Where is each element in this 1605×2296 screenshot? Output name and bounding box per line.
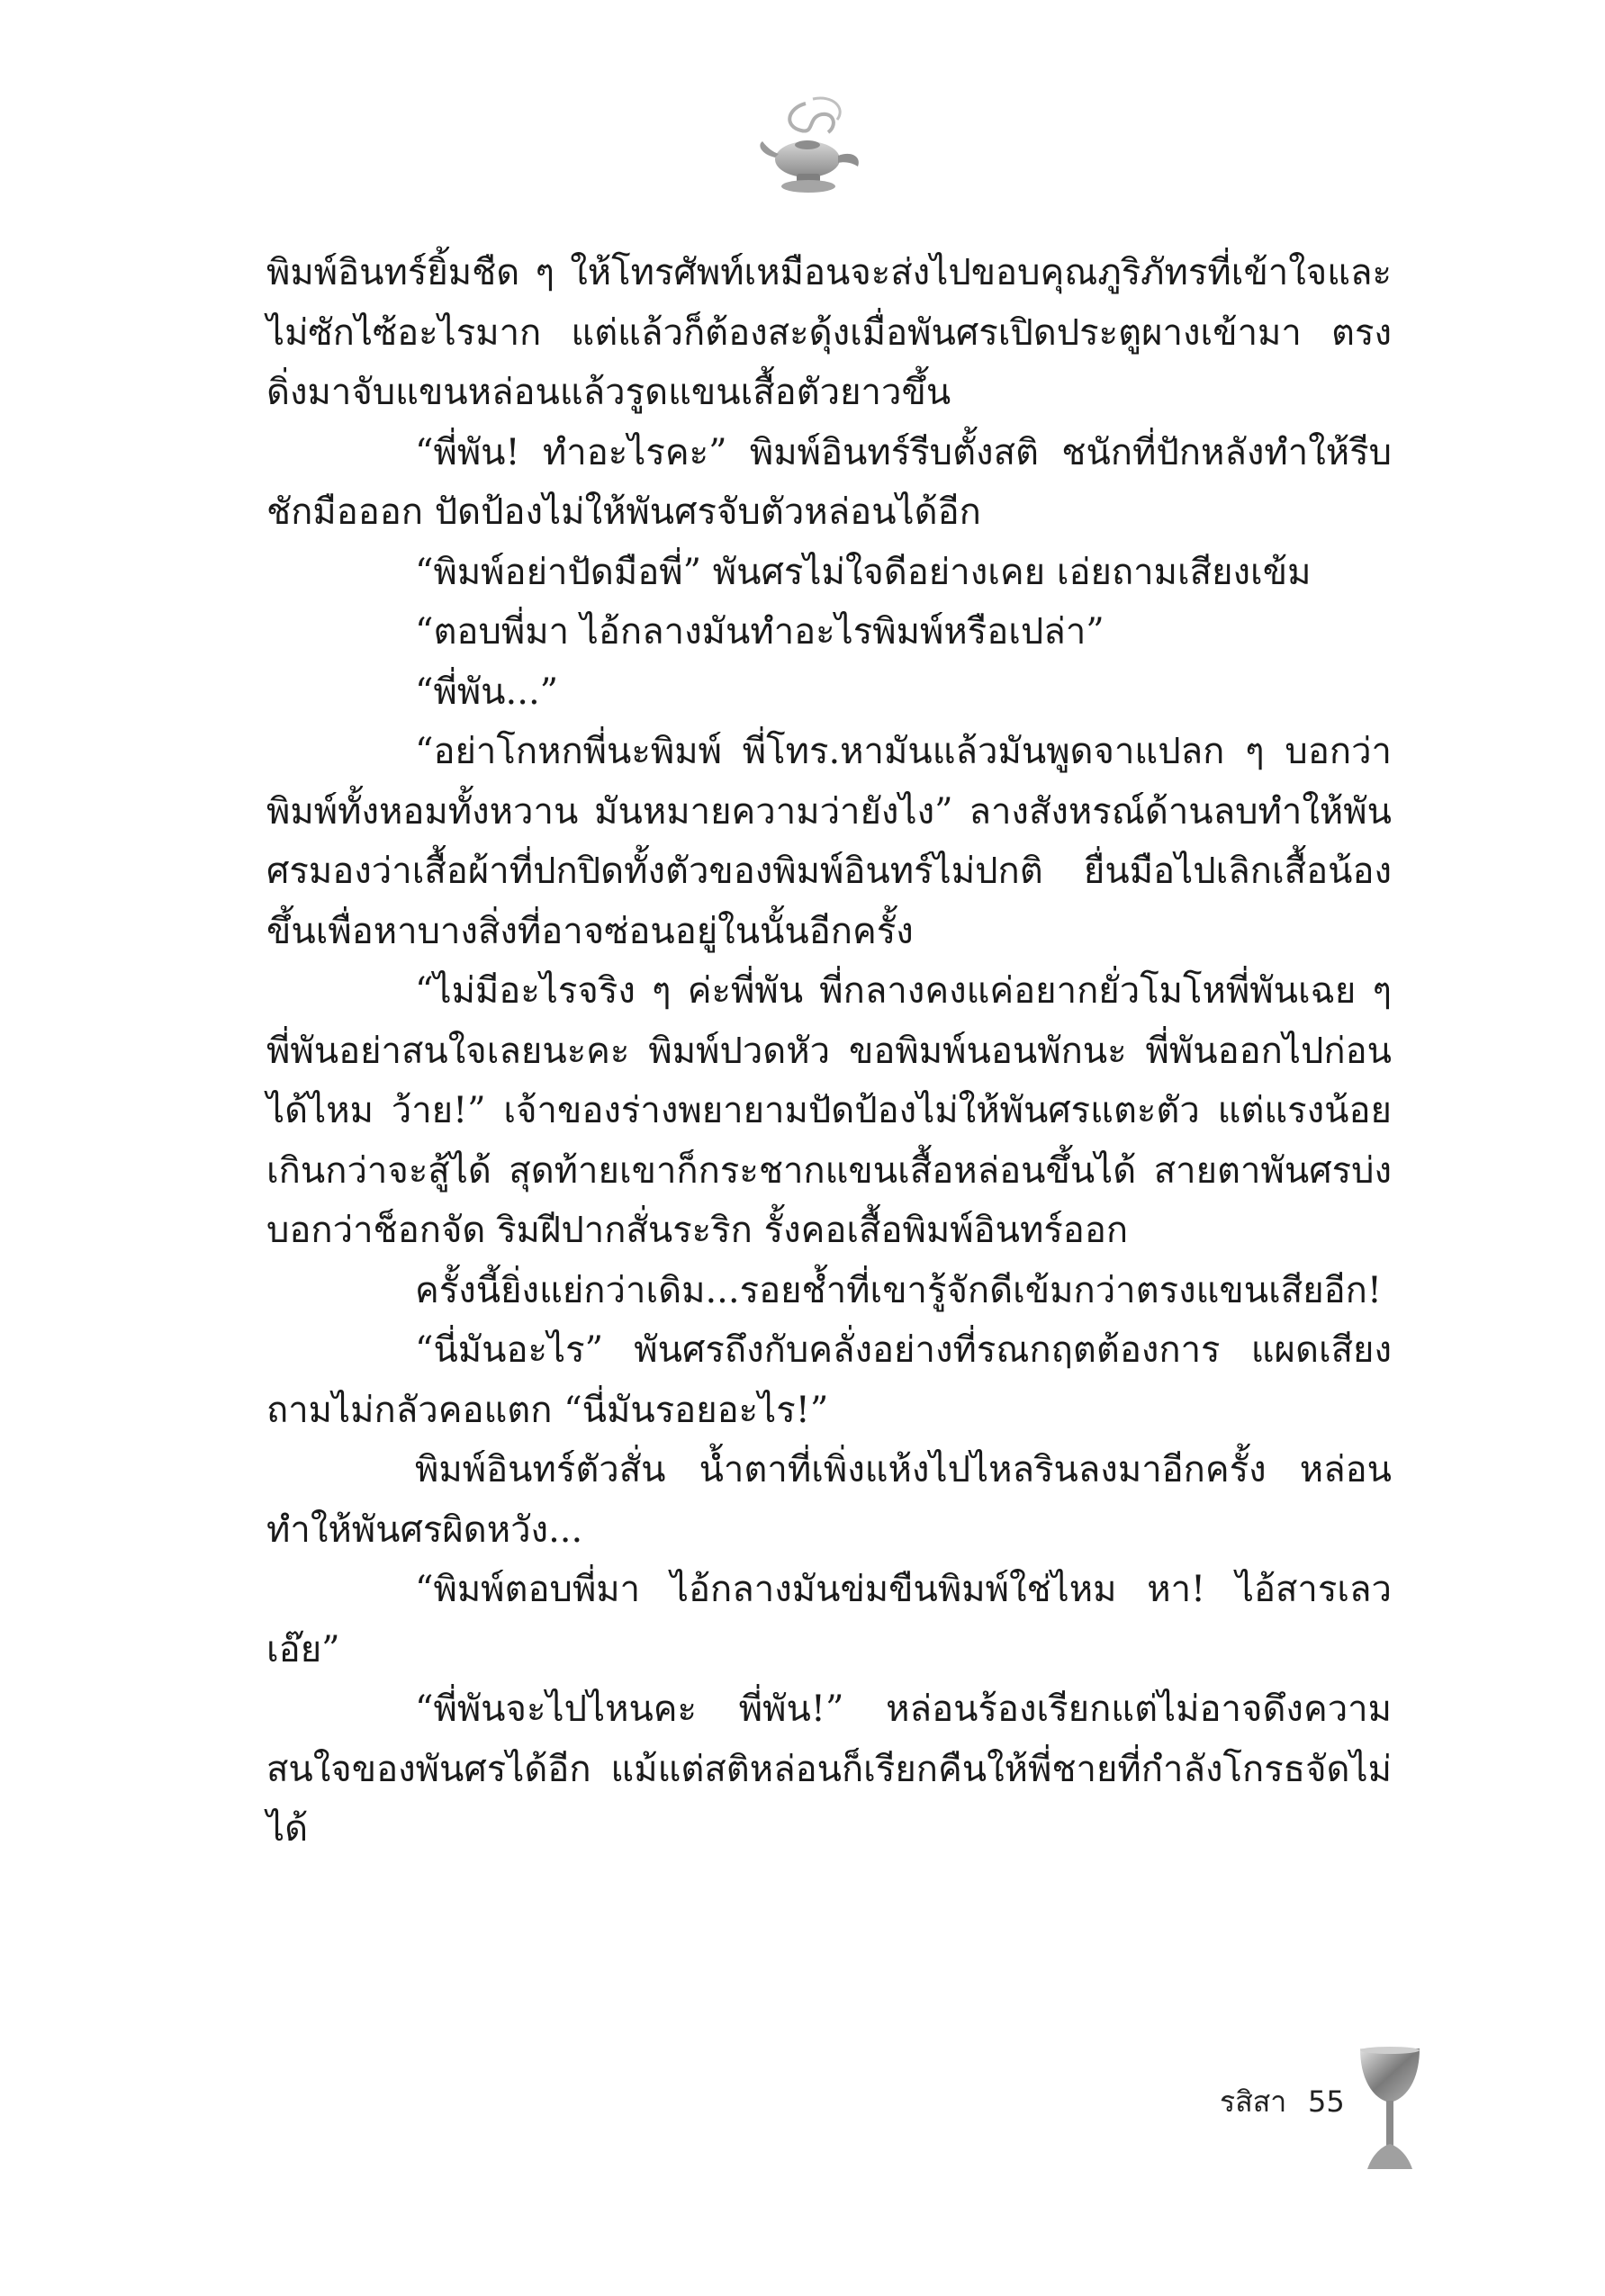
paragraph: “นี่มันอะไร” พันศรถึงกับคลั่งอย่างที่รณกฤตต้องการ แผดเสียงถามไม่กลัวคอแตก “นี่มันรอยอะไร!” <box>266 1329 1392 1431</box>
paragraph: “พี่พัน! ทำอะไรคะ” พิมพ์อินทร์รีบตั้งสติ ชนักที่ปักหลังทำให้รีบชักมือออก ปัดป้องไม่ให้พันศรจับตัวหล่อนได้อีก <box>266 431 1392 533</box>
paragraph: “อย่าโกหกพี่นะพิมพ์ พี่โทร.หามันแล้วมันพูดจาแปลก ๆ บอกว่าพิมพ์ทั้งหอมทั้งหวาน มันหมายความว่ายังไง” ลางสังหรณ์ด้านลบทำให้พันศรมองว่าเสื้อผ้าที่ปกปิดทั้งตัวของพิมพ์อินทร์ไม่ปกติ ยื่นมือไปเลิกเสื้อน้องขึ้นเพื่อหาบางสิ่งที่อาจซ่อนอยู่ในนั้นอีกครั้ง <box>266 731 1392 952</box>
paragraph: “พี่พันจะไปไหนคะ พี่พัน!” หล่อนร้องเรียกแต่ไม่อาจดึงความสนใจของพันศรได้อีก แม้แต่สติหล่อนก็เรียกคืนให้พี่ชายที่กำลังโกรธจัดไม่ได้ <box>266 1688 1392 1850</box>
paragraph: “ไม่มีอะไรจริง ๆ ค่ะพี่พัน พี่กลางคงแค่อยากยั่วโมโหพี่พันเฉย ๆ พี่พันอย่าสนใจเลยนะคะ พิมพ์ปวดหัว ขอพิมพ์นอนพักนะ พี่พันออกไปก่อนได้ไหม ว้าย!” เจ้าของร่างพยายามปัดป้องไม่ให้พันศรแตะตัว แต่แรงน้อยเกินกว่าจะสู้ได้ สุดท้ายเขาก็กระชากแขนเสื้อหล่อนขึ้นได้ สายตาพันศรบ่งบอกว่าช็อกจัด ริมฝีปากสั่นระริก รั้งคอเสื้อพิมพ์อินทร์ออก <box>266 970 1392 1251</box>
paragraph: “พี่พัน...” <box>415 671 559 713</box>
paragraph: “ตอบพี่มา ไอ้กลางมันทำอะไรพิมพ์หรือเปล่า” <box>415 611 1105 653</box>
page-footer <box>1220 2084 1427 2219</box>
paragraph: พิมพ์อินทร์ยิ้มชืด ๆ ให้โทรศัพท์เหมือนจะส่งไปขอบคุณภูริภัทรที่เข้าใจและไม่ซักไซ้อะไรมาก แต่แล้วก็ต้องสะดุ้งเมื่อพันศรเปิดประตูผางเข้ามา ตรงดิ่งมาจับแขนหล่อนแล้วรูดแขนเสื้อตัวยาวขึ้น <box>266 252 1392 413</box>
paragraph: ครั้งนี้ยิ่งแย่กว่าเดิม...รอยช้ำที่เขารู้จักดีเข้มกว่าตรงแขนเสียอีก! <box>415 1269 1382 1311</box>
page-number: 55 <box>1308 2084 1345 2119</box>
body-text <box>266 243 1392 1859</box>
paragraph: “พิมพ์อย่าปัดมือพี่” พันศรไม่ใจดีอย่างเคย เอ่ยถามเสียงเข้ม <box>415 551 1312 593</box>
paragraph: “พิมพ์ตอบพี่มา ไอ้กลางมันข่มขืนพิมพ์ใช่ไหม หา! ไอ้สารเลวเอ๊ย” <box>266 1569 1392 1670</box>
paragraph: พิมพ์อินทร์ตัวสั่น น้ำตาที่เพิ่งแห้งไปไหลรินลงมาอีกครั้ง หล่อนทำให้พันศรผิดหวัง... <box>266 1449 1392 1551</box>
goblet-icon <box>1355 2043 1425 2178</box>
teapot-lamp-ornament-icon <box>752 95 869 203</box>
book-title: รสิสา <box>1220 2084 1287 2119</box>
